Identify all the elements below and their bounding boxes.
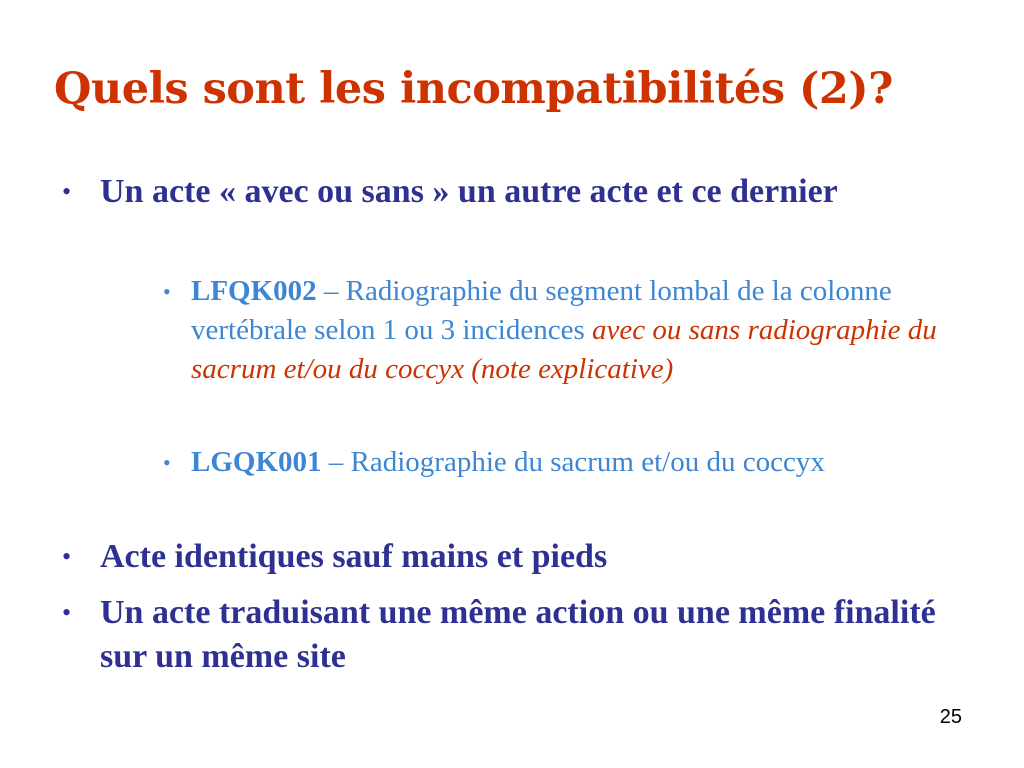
bullet-text: Acte identiques sauf mains et pieds xyxy=(100,538,608,575)
sub-bullet-icon: • xyxy=(163,279,171,304)
act-description: Radiographie du segment lombal de la colonne vertébrale selon 1 ou 3 incidences xyxy=(191,275,892,346)
sub-bullet-item-1 xyxy=(163,272,953,389)
page-number: 25 xyxy=(939,706,962,728)
act-description: Radiographie du sacrum et/ou du coccyx xyxy=(350,446,825,478)
slide-title: Quels sont les incompatibilités (2)? xyxy=(54,64,893,114)
act-code: LGQK001 xyxy=(191,446,322,478)
act-separator: – xyxy=(321,446,351,478)
bullet-icon: • xyxy=(62,177,72,206)
act-code: LFQK002 xyxy=(191,275,317,307)
act-note: avec ou sans radiographie du sacrum et/ou du coccyx (note explicative) xyxy=(191,314,937,385)
bullet-icon: • xyxy=(62,542,72,571)
bullet-icon: • xyxy=(62,598,72,627)
bullet-item-2 xyxy=(62,535,982,579)
act-separator: – xyxy=(316,275,346,307)
bullet-text: Un acte traduisant une même action ou une même finalité sur un même site xyxy=(100,594,936,675)
bullet-text: Un acte « avec ou sans » un autre acte et ce dernier xyxy=(100,173,838,210)
bullet-item-1 xyxy=(62,170,982,214)
sub-bullet-item-2 xyxy=(163,443,953,482)
sub-bullet-icon: • xyxy=(163,450,171,475)
bullet-item-3 xyxy=(62,591,982,679)
